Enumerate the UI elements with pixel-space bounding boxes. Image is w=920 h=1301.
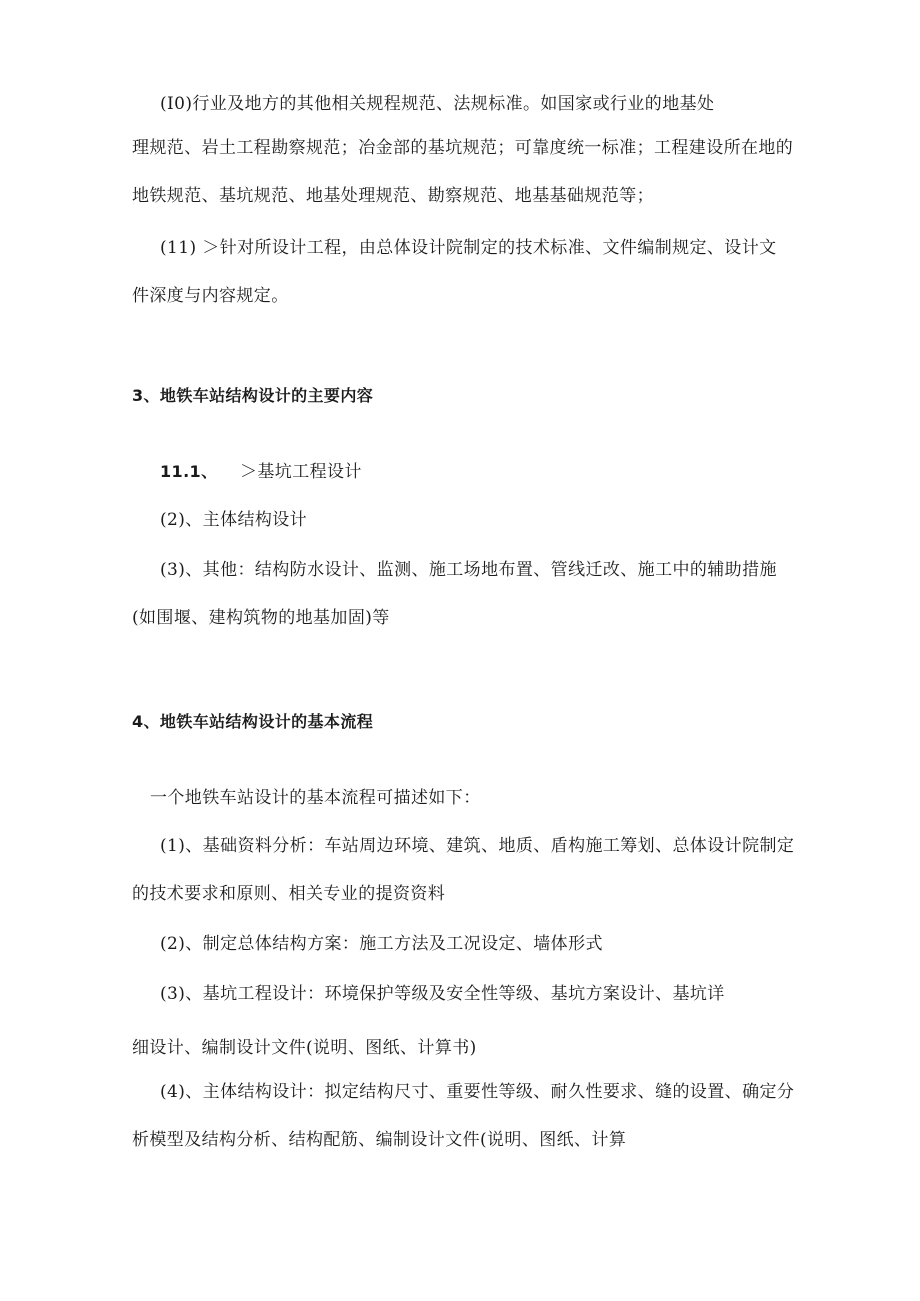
section-4-heading: 4、地铁车站结构设计的基本流程 bbox=[132, 712, 374, 731]
section-4-item-2: (2)、制定总体结构方案：施工方法及工况设定、墙体形式 bbox=[160, 934, 603, 954]
section-3-subitem-1-number: 11.1、 bbox=[160, 462, 218, 481]
standards-item-10-line-2: 理规范、岩土工程勘察规范；冶金部的基坑规范；可靠度统一标准；工程建设所在地的 bbox=[132, 138, 794, 158]
standards-item-11-line-2: 件深度与内容规定。 bbox=[132, 286, 289, 306]
section-3-item-3-line-2: (如围堰、建构筑物的地基加固)等 bbox=[132, 608, 390, 628]
standards-item-10-line-3: 地铁规范、基坑规范、地基处理规范、勘察规范、地基基础规范等； bbox=[132, 186, 654, 206]
standards-item-11-line-1: (11) ＞针对所设计工程，由总体设计院制定的技术标准、文件编制规定、设计文 bbox=[160, 238, 777, 258]
section-4-item-3-line-2: 细设计、编制设计文件(说明、图纸、计算书) bbox=[132, 1038, 477, 1058]
section-3-subitem-1-text: ＞基坑工程设计 bbox=[240, 462, 362, 482]
section-3-heading: 3、地铁车站结构设计的主要内容 bbox=[132, 386, 374, 405]
section-3-item-2: (2)、主体结构设计 bbox=[160, 510, 308, 530]
section-3-subitem-1 bbox=[160, 460, 362, 484]
standards-item-10-line-1: (I0)行业及地方的其他相关规程规范、法规标准。如国家或行业的地基处 bbox=[160, 94, 715, 114]
section-4-item-4-line-1: (4)、主体结构设计：拟定结构尺寸、重要性等级、耐久性要求、缝的设置、确定分 bbox=[160, 1082, 795, 1102]
section-4-item-1-line-2: 的技术要求和原则、相关专业的提资资料 bbox=[132, 884, 446, 904]
section-4-intro: 一个地铁车站设计的基本流程可描述如下： bbox=[150, 788, 481, 808]
section-4-item-4-line-2: 析模型及结构分析、结构配筋、编制设计文件(说明、图纸、计算 bbox=[132, 1130, 627, 1150]
section-4-item-1-line-1: (1)、基础资料分析：车站周边环境、建筑、地质、盾构施工筹划、总体设计院制定 bbox=[160, 836, 795, 856]
section-3-item-3-line-1: (3)、其他：结构防水设计、监测、施工场地布置、管线迁改、施工中的辅助措施 bbox=[160, 560, 777, 580]
section-4-item-3-line-1: (3)、基坑工程设计：环境保护等级及安全性等级、基坑方案设计、基坑详 bbox=[160, 984, 725, 1004]
